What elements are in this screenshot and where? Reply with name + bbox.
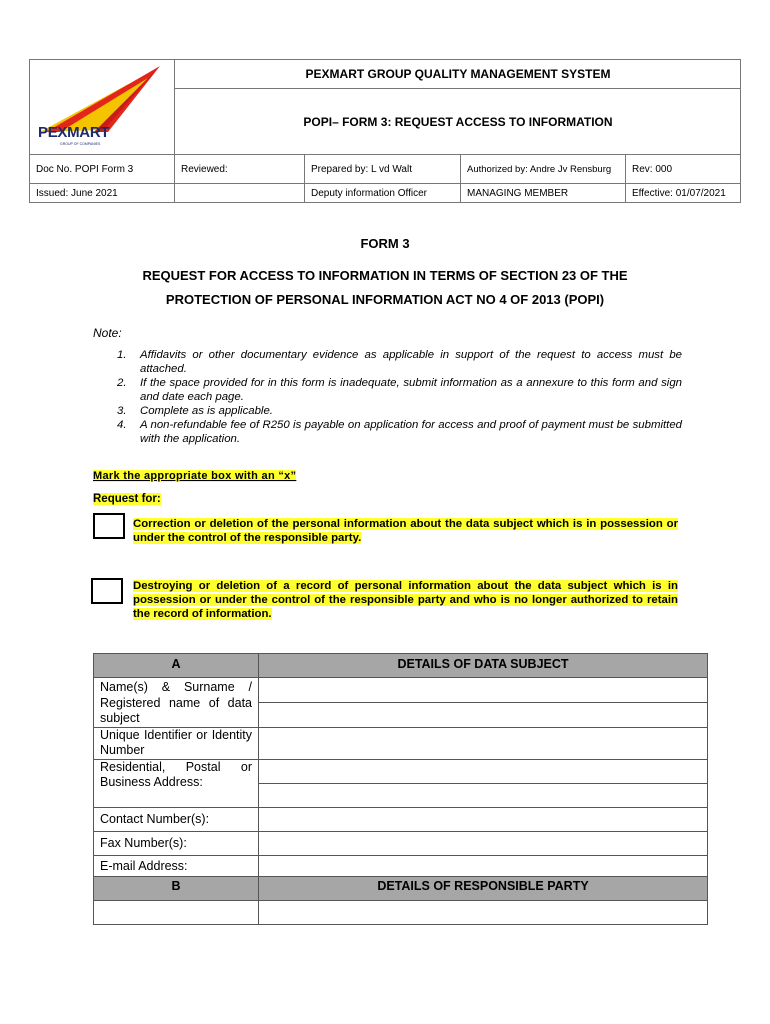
note-list (117, 348, 682, 446)
note-item (117, 418, 682, 446)
note-number: 4. (117, 419, 127, 431)
note-text: Affidavits or other documentary evidence as applicable in support of the request to access must be attached. (140, 349, 682, 375)
document-header (29, 59, 741, 203)
note-item (117, 348, 682, 376)
section-b-letter: B (94, 876, 259, 900)
effective-date: Effective: 01/07/2021 (632, 188, 726, 199)
address-field-extra[interactable] (259, 783, 708, 807)
note-item (117, 376, 682, 404)
note-text: Complete as is applicable. (140, 405, 273, 417)
note-item (117, 404, 682, 418)
details-table (93, 653, 708, 925)
prepared-by: Prepared by: L vd Walt (305, 155, 461, 184)
correction-checkbox[interactable] (93, 513, 125, 539)
address-field[interactable] (259, 759, 708, 783)
note-text: A non-refundable fee of R250 is payable on application for access and proof of payment must be submitted with the application. (140, 419, 682, 445)
note-number: 1. (117, 349, 127, 361)
email-field[interactable] (259, 855, 708, 876)
identifier-field[interactable] (259, 727, 708, 759)
mark-instruction (93, 470, 296, 482)
prepared-role: Deputy information Officer (305, 184, 461, 203)
note-label: Note: (93, 326, 122, 340)
note-text: If the space provided for in this form is inadequate, submit information as a annexure to this form and sign and date each page. (140, 377, 682, 403)
contact-label: Contact Number(s): (94, 807, 259, 831)
section-a-title: DETAILS OF DATA SUBJECT (259, 654, 708, 678)
address-label: Residential, Postal or Business Address: (94, 759, 259, 807)
table-row (94, 727, 708, 759)
reviewed-label: Reviewed: (175, 155, 305, 184)
fax-field[interactable] (259, 831, 708, 855)
section-b-label (94, 900, 259, 924)
rev: Rev: 000 (626, 155, 741, 184)
name-label: Name(s) & Surname / Registered name of data subject (94, 678, 259, 728)
logo-subtext: GROUP OF COMPANIES (60, 142, 101, 146)
correction-option-text: Correction or deletion of the personal information about the data subject which is in possession or under the control of the responsible party. (133, 518, 678, 544)
request-title-line1: REQUEST FOR ACCESS TO INFORMATION IN TERMS OF SECTION 23 OF THE (142, 268, 628, 283)
name-field[interactable] (259, 678, 708, 703)
form-title: POPI– FORM 3: REQUEST ACCESS TO INFORMATION (175, 89, 741, 155)
note-number: 2. (117, 377, 127, 389)
destroy-option (133, 579, 678, 621)
section-b-field[interactable] (259, 900, 708, 924)
email-label: E-mail Address: (94, 855, 259, 876)
form-heading: FORM 3 (360, 236, 410, 251)
table-row (94, 759, 708, 783)
request-for-label (93, 493, 161, 505)
note-number: 3. (117, 405, 127, 417)
section-b-title: DETAILS OF RESPONSIBLE PARTY (259, 876, 708, 900)
logo-text: PEXMART (38, 124, 110, 141)
authorized-by: Authorized by: Andre Jv Rensburg (461, 155, 626, 184)
destroy-option-text: Destroying or deletion of a record of personal information about the data subject which is in possession or under the control of the responsible party and who is no longer authorized to retain the record of information. (133, 580, 678, 620)
table-row (94, 678, 708, 703)
table-row (94, 807, 708, 831)
section-a-letter: A (94, 654, 259, 678)
authorized-role: MANAGING MEMBER (461, 184, 626, 203)
mark-instruction-text: Mark the appropriate box with an “x” (93, 470, 297, 482)
system-title: PEXMART GROUP QUALITY MANAGEMENT SYSTEM (175, 60, 741, 89)
doc-no: Doc No. POPI Form 3 (30, 155, 175, 184)
name-field-extra[interactable] (259, 702, 708, 727)
contact-field[interactable] (259, 807, 708, 831)
issued: Issued: June 2021 (30, 184, 175, 203)
table-row (94, 831, 708, 855)
section-a-header (94, 654, 708, 678)
correction-option (133, 517, 678, 545)
table-row (94, 900, 708, 924)
request-for-text: Request for: (93, 493, 161, 505)
destroy-checkbox[interactable] (91, 578, 123, 604)
identifier-label: Unique Identifier or Identity Number (94, 727, 259, 759)
request-title-line2: PROTECTION OF PERSONAL INFORMATION ACT NO 4 OF 2013 (POPI) (165, 292, 605, 307)
fax-label: Fax Number(s): (94, 831, 259, 855)
section-b-header (94, 876, 708, 900)
table-row (94, 855, 708, 876)
logo-cell (30, 60, 175, 155)
reviewed-value (175, 184, 305, 203)
